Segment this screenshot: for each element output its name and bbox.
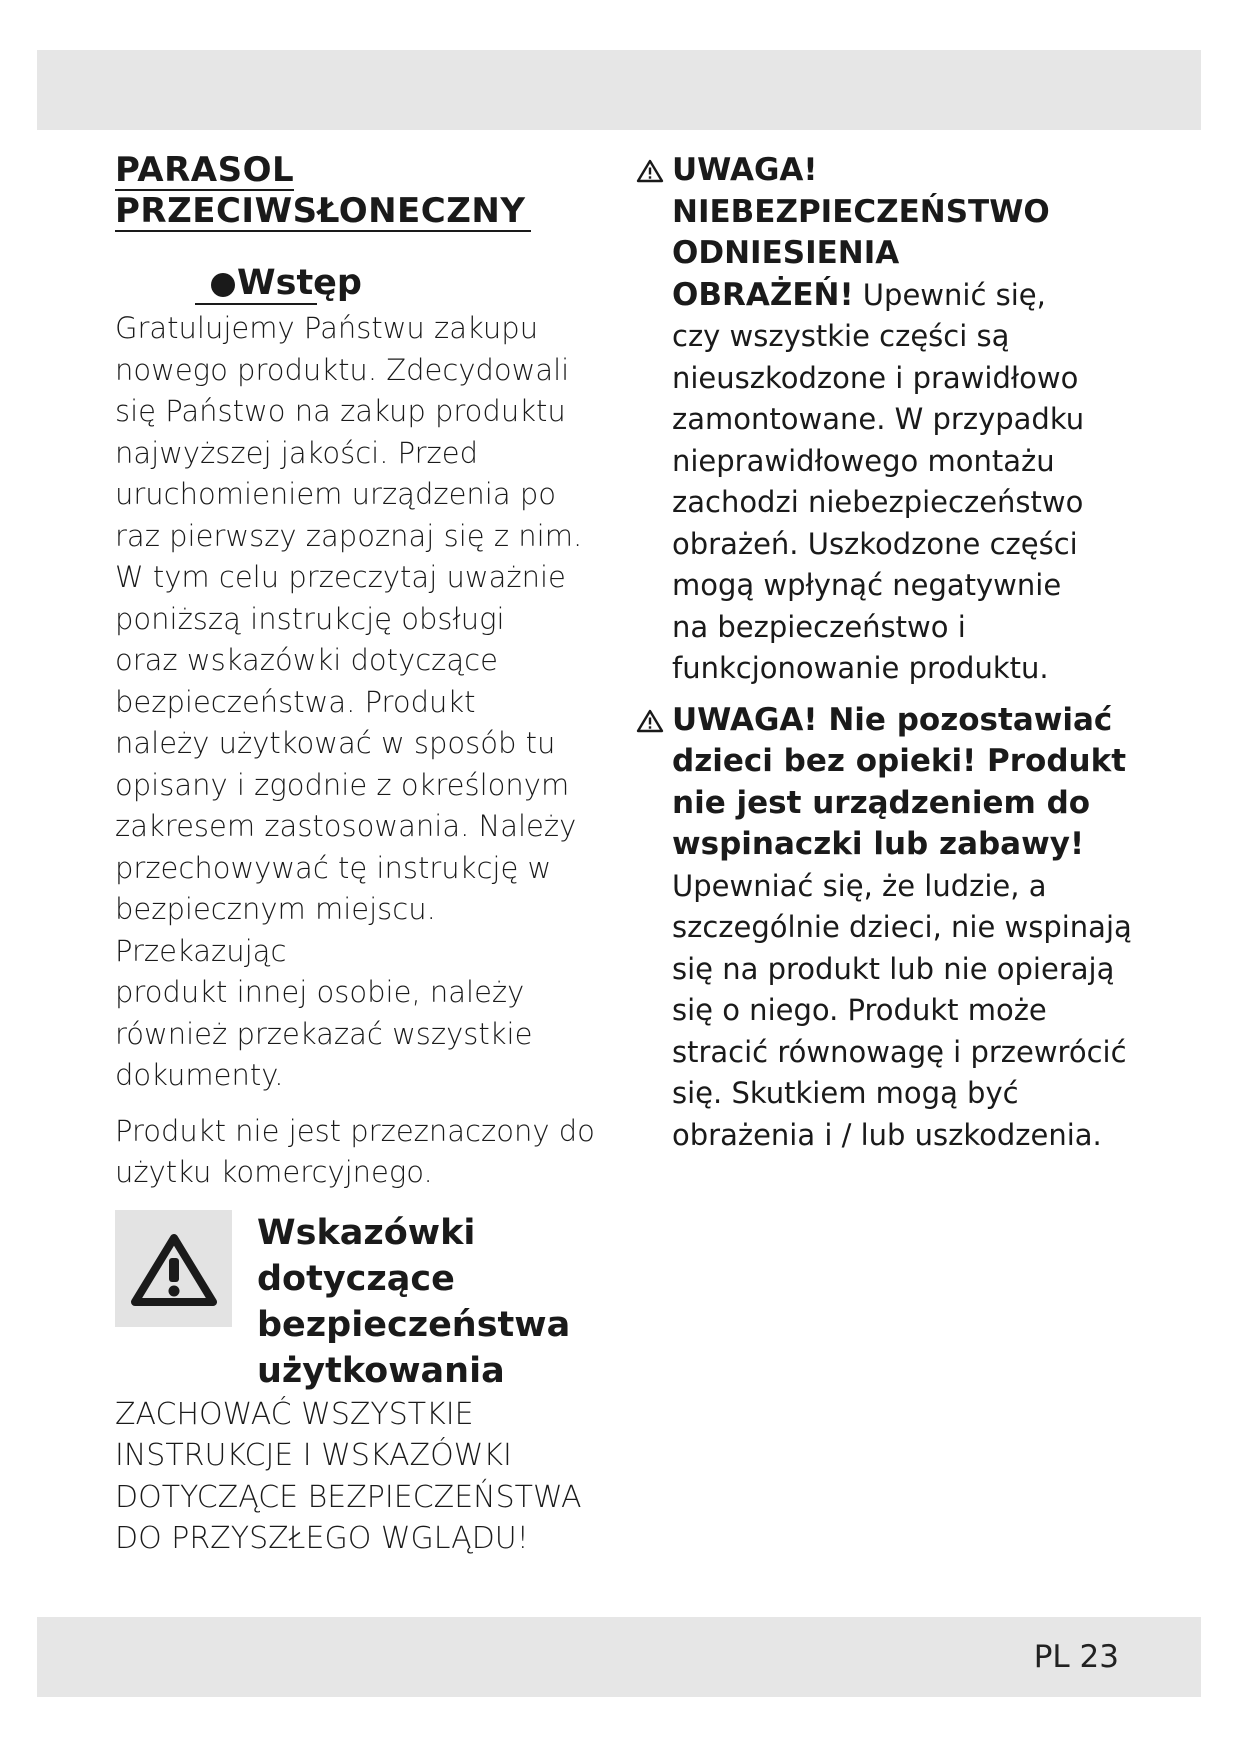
- section-heading-intro: [155, 260, 605, 308]
- warning-small-icon: [636, 159, 664, 183]
- safety-section: [115, 1210, 605, 1560]
- title-line-2: PRZECIWSŁONECZNY: [115, 193, 531, 232]
- safety-heading: Wskazówki dotyczące bezpieczeństwa użytkowania: [257, 1212, 571, 1391]
- bullet-dot-icon: [211, 273, 235, 297]
- header-band: [37, 50, 1201, 130]
- commercial-use-paragraph: Produkt nie jest przeznaczony do użytku komercyjnego.: [115, 1113, 595, 1189]
- right-column: [636, 150, 1136, 1156]
- warning-small-icon: [636, 709, 664, 733]
- warning-injury: UWAGA! NIEBEZPIECZEŃSTWO ODNIESIENIA OBRAŻEŃ! Upewnić się, czy wszystkie części są nieuszkodzone i prawidłowo zamontowane. W przypadku nieprawidłowego montażu zachodzi niebezpieczeństwo obrażeń. Uszkodzone części mogą wpłynąć negatywnie na bezpieczeństwo i funkcjonowanie produktu.: [636, 150, 1136, 690]
- title-line-1: PARASOL: [115, 150, 295, 190]
- section-heading-text: Wstęp: [237, 263, 362, 303]
- heading-underline: [195, 303, 317, 305]
- warning-triangle-icon: [115, 1210, 232, 1327]
- page-title: [115, 150, 605, 232]
- intro-paragraph: Gratulujemy Państwu zakupu nowego produktu. Zdecydowali się Państwo na zakup produktu najwyższej jakości. Przed uruchomieniem urządzenia po raz pierwszy zapoznaj się z nim. W tym celu przeczytaj uważnie poniższą instrukcję obsługi oraz wskazówki dotyczące bezpieczeństwa. Produkt należy użytkować w sposób tu opisany i zgodnie z określonym zakresem zastosowania. Należy przechowywać tę instrukcję w bezpiecznym miejscu. Przekazując produkt innej osobie, należy również przekazać wszystkie dokumenty.: [115, 311, 583, 1092]
- left-column: [115, 150, 605, 1560]
- warning-children: UWAGA! Nie pozostawiać dzieci bez opieki! Produkt nie jest urządzeniem do wspinaczki lub zabawy! Upewniać się, że ludzie, a szczególnie dzieci, nie wspinają się na produkt lub nie opierają się o niego. Produkt może stracić równowagę i przewrócić się. Skutkiem mogą być obrażenia i / lub uszkodzenia.: [636, 700, 1136, 1157]
- footer-band: [37, 1617, 1201, 1697]
- page-number: PL 23: [1033, 1639, 1119, 1675]
- keep-instructions-notice: ZACHOWAĆ WSZYSTKIE INSTRUKCJE I WSKAZÓWKI DOTYCZĄCE BEZPIECZEŃSTWA DO PRZYSZŁEGO WGLĄDU!: [115, 1396, 582, 1556]
